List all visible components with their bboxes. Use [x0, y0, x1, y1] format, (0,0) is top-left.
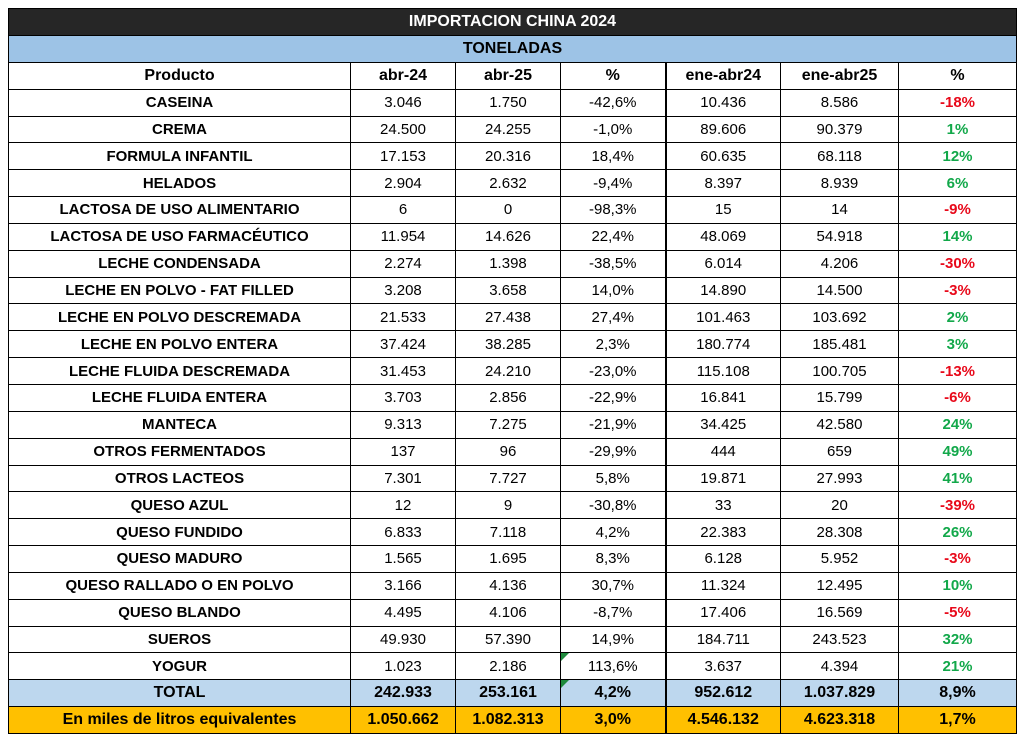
ene-abr24-cell: 184.711: [666, 626, 781, 653]
abr25-cell: 2.856: [456, 384, 561, 411]
abr25-cell: 7.275: [456, 411, 561, 438]
product-cell: QUESO FUNDIDO: [9, 519, 351, 546]
table-row: [9, 546, 1017, 573]
product-cell: OTROS LACTEOS: [9, 465, 351, 492]
table-row: [9, 223, 1017, 250]
product-cell: SUEROS: [9, 626, 351, 653]
product-cell: QUESO RALLADO O EN POLVO: [9, 572, 351, 599]
product-cell: HELADOS: [9, 170, 351, 197]
pct-cell: -22,9%: [561, 384, 666, 411]
pct2-cell: -30%: [899, 250, 1017, 277]
pct-cell: 8,3%: [561, 546, 666, 573]
product-cell: LACTOSA DE USO ALIMENTARIO: [9, 197, 351, 224]
table-row: [9, 277, 1017, 304]
abr24-cell: 1.565: [351, 546, 456, 573]
product-cell: LECHE EN POLVO DESCREMADA: [9, 304, 351, 331]
abr24-cell: 3.166: [351, 572, 456, 599]
pct2-cell: -5%: [899, 599, 1017, 626]
ene-abr24-cell: 19.871: [666, 465, 781, 492]
abr25-cell: 1.082.313: [456, 707, 561, 734]
ene-abr24-cell: 34.425: [666, 411, 781, 438]
pct-cell: 14,0%: [561, 277, 666, 304]
equiv-row: [9, 707, 1017, 734]
abr25-cell: 24.210: [456, 358, 561, 385]
ene-abr24-cell: 3.637: [666, 653, 781, 680]
header-row: [9, 62, 1017, 89]
title-row: [9, 9, 1017, 36]
header-abr25: abr-25: [456, 62, 561, 89]
table-row: [9, 519, 1017, 546]
table-row: [9, 358, 1017, 385]
pct2-cell: -3%: [899, 277, 1017, 304]
pct2-cell: 49%: [899, 438, 1017, 465]
abr24-cell: 4.495: [351, 599, 456, 626]
table-row: [9, 116, 1017, 143]
table-row: [9, 384, 1017, 411]
ene-abr24-cell: 10.436: [666, 89, 781, 116]
ene-abr25-cell: 4.394: [781, 653, 899, 680]
pct-cell: -9,4%: [561, 170, 666, 197]
abr24-cell: 9.313: [351, 411, 456, 438]
product-cell: LECHE EN POLVO - FAT FILLED: [9, 277, 351, 304]
abr24-cell: 2.904: [351, 170, 456, 197]
label-cell: TOTAL: [9, 680, 351, 707]
abr25-cell: 27.438: [456, 304, 561, 331]
ene-abr24-cell: 180.774: [666, 331, 781, 358]
product-cell: QUESO BLANDO: [9, 599, 351, 626]
pct2-cell: -18%: [899, 89, 1017, 116]
abr25-cell: 7.727: [456, 465, 561, 492]
import-table: [8, 8, 1017, 734]
abr24-cell: 3.046: [351, 89, 456, 116]
ene-abr24-cell: 6.014: [666, 250, 781, 277]
pct2-cell: -6%: [899, 384, 1017, 411]
ene-abr25-cell: 4.206: [781, 250, 899, 277]
pct2-cell: 32%: [899, 626, 1017, 653]
ene-abr24-cell: 22.383: [666, 519, 781, 546]
abr25-cell: 38.285: [456, 331, 561, 358]
ene-abr25-cell: 12.495: [781, 572, 899, 599]
ene-abr24-cell: 14.890: [666, 277, 781, 304]
header-abr24: abr-24: [351, 62, 456, 89]
ene-abr24-cell: 101.463: [666, 304, 781, 331]
ene-abr25-cell: 14.500: [781, 277, 899, 304]
abr24-cell: 6.833: [351, 519, 456, 546]
pct2-cell: -13%: [899, 358, 1017, 385]
pct2-cell: 41%: [899, 465, 1017, 492]
ene-abr24-cell: 6.128: [666, 546, 781, 573]
abr24-cell: 137: [351, 438, 456, 465]
pct2-cell: 21%: [899, 653, 1017, 680]
abr25-cell: 2.186: [456, 653, 561, 680]
abr25-cell: 1.750: [456, 89, 561, 116]
abr24-cell: 31.453: [351, 358, 456, 385]
abr24-cell: 49.930: [351, 626, 456, 653]
product-cell: MANTECA: [9, 411, 351, 438]
pct2-cell: 6%: [899, 170, 1017, 197]
pct-cell: 18,4%: [561, 143, 666, 170]
pct2-cell: -3%: [899, 546, 1017, 573]
ene-abr24-cell: 4.546.132: [666, 707, 781, 734]
ene-abr24-cell: 11.324: [666, 572, 781, 599]
pct2-cell: -9%: [899, 197, 1017, 224]
abr25-cell: 9: [456, 492, 561, 519]
ene-abr25-cell: 27.993: [781, 465, 899, 492]
ene-abr25-cell: 15.799: [781, 384, 899, 411]
ene-abr24-cell: 33: [666, 492, 781, 519]
pct2-cell: 12%: [899, 143, 1017, 170]
product-cell: CREMA: [9, 116, 351, 143]
table-row: [9, 170, 1017, 197]
ene-abr25-cell: 54.918: [781, 223, 899, 250]
product-cell: LECHE FLUIDA ENTERA: [9, 384, 351, 411]
ene-abr24-cell: 115.108: [666, 358, 781, 385]
ene-abr24-cell: 8.397: [666, 170, 781, 197]
product-cell: YOGUR: [9, 653, 351, 680]
ene-abr25-cell: 185.481: [781, 331, 899, 358]
abr25-cell: 1.695: [456, 546, 561, 573]
ene-abr25-cell: 14: [781, 197, 899, 224]
table-row: [9, 331, 1017, 358]
ene-abr25-cell: 20: [781, 492, 899, 519]
abr24-cell: 37.424: [351, 331, 456, 358]
pct-cell: 5,8%: [561, 465, 666, 492]
ene-abr24-cell: 17.406: [666, 599, 781, 626]
pct-cell: -38,5%: [561, 250, 666, 277]
ene-abr25-cell: 28.308: [781, 519, 899, 546]
abr24-cell: 11.954: [351, 223, 456, 250]
pct-cell: 30,7%: [561, 572, 666, 599]
abr25-cell: 20.316: [456, 143, 561, 170]
abr24-cell: 242.933: [351, 680, 456, 707]
product-cell: QUESO AZUL: [9, 492, 351, 519]
ene-abr25-cell: 8.586: [781, 89, 899, 116]
ene-abr24-cell: 444: [666, 438, 781, 465]
product-cell: LECHE CONDENSADA: [9, 250, 351, 277]
header-pct: %: [561, 62, 666, 89]
pct-cell: -23,0%: [561, 358, 666, 385]
ene-abr25-cell: 100.705: [781, 358, 899, 385]
abr24-cell: 17.153: [351, 143, 456, 170]
abr25-cell: 0: [456, 197, 561, 224]
product-cell: OTROS FERMENTADOS: [9, 438, 351, 465]
table-row: [9, 465, 1017, 492]
pct-cell: 2,3%: [561, 331, 666, 358]
ene-abr25-cell: 68.118: [781, 143, 899, 170]
header-pct2: %: [899, 62, 1017, 89]
header-ene-abr24: ene-abr24: [666, 62, 781, 89]
ene-abr25-cell: 103.692: [781, 304, 899, 331]
pct2-cell: 10%: [899, 572, 1017, 599]
ene-abr24-cell: 48.069: [666, 223, 781, 250]
pct-cell: 4,2%: [561, 519, 666, 546]
table-row: [9, 304, 1017, 331]
product-cell: CASEINA: [9, 89, 351, 116]
table-row: [9, 411, 1017, 438]
abr24-cell: 21.533: [351, 304, 456, 331]
table-row: [9, 250, 1017, 277]
abr24-cell: 6: [351, 197, 456, 224]
header-producto: Producto: [9, 62, 351, 89]
ene-abr24-cell: 89.606: [666, 116, 781, 143]
ene-abr25-cell: 16.569: [781, 599, 899, 626]
abr24-cell: 12: [351, 492, 456, 519]
pct-cell: 3,0%: [561, 707, 666, 734]
unit-label: TONELADAS: [9, 35, 1017, 62]
unit-row: [9, 35, 1017, 62]
total-row: [9, 680, 1017, 707]
abr25-cell: 3.658: [456, 277, 561, 304]
pct2-cell: 3%: [899, 331, 1017, 358]
abr24-cell: 1.050.662: [351, 707, 456, 734]
table-title: IMPORTACION CHINA 2024: [9, 9, 1017, 36]
table-row: [9, 599, 1017, 626]
table-row: [9, 653, 1017, 680]
abr25-cell: 253.161: [456, 680, 561, 707]
ene-abr24-cell: 952.612: [666, 680, 781, 707]
ene-abr25-cell: 90.379: [781, 116, 899, 143]
pct-cell: -21,9%: [561, 411, 666, 438]
product-cell: LACTOSA DE USO FARMACÉUTICO: [9, 223, 351, 250]
abr24-cell: 2.274: [351, 250, 456, 277]
pct-cell: -42,6%: [561, 89, 666, 116]
ene-abr24-cell: 15: [666, 197, 781, 224]
pct-cell: -29,9%: [561, 438, 666, 465]
pct-cell: 4,2%: [561, 680, 666, 707]
pct-cell: -30,8%: [561, 492, 666, 519]
ene-abr25-cell: 5.952: [781, 546, 899, 573]
pct2-cell: -39%: [899, 492, 1017, 519]
pct-cell: 27,4%: [561, 304, 666, 331]
ene-abr25-cell: 4.623.318: [781, 707, 899, 734]
abr24-cell: 24.500: [351, 116, 456, 143]
import-table-container: [8, 8, 1016, 734]
abr24-cell: 1.023: [351, 653, 456, 680]
pct-cell: 113,6%: [561, 653, 666, 680]
label-cell: En miles de litros equivalentes: [9, 707, 351, 734]
product-cell: FORMULA INFANTIL: [9, 143, 351, 170]
abr24-cell: 7.301: [351, 465, 456, 492]
ene-abr25-cell: 1.037.829: [781, 680, 899, 707]
ene-abr25-cell: 659: [781, 438, 899, 465]
ene-abr24-cell: 16.841: [666, 384, 781, 411]
pct2-cell: 24%: [899, 411, 1017, 438]
pct2-cell: 2%: [899, 304, 1017, 331]
pct2-cell: 14%: [899, 223, 1017, 250]
table-row: [9, 89, 1017, 116]
table-row: [9, 143, 1017, 170]
product-cell: LECHE EN POLVO ENTERA: [9, 331, 351, 358]
abr25-cell: 14.626: [456, 223, 561, 250]
ene-abr25-cell: 42.580: [781, 411, 899, 438]
pct-cell: 14,9%: [561, 626, 666, 653]
ene-abr24-cell: 60.635: [666, 143, 781, 170]
abr25-cell: 4.136: [456, 572, 561, 599]
abr25-cell: 7.118: [456, 519, 561, 546]
pct2-cell: 1%: [899, 116, 1017, 143]
abr25-cell: 2.632: [456, 170, 561, 197]
pct-cell: 22,4%: [561, 223, 666, 250]
product-cell: QUESO MADURO: [9, 546, 351, 573]
abr25-cell: 4.106: [456, 599, 561, 626]
table-row: [9, 572, 1017, 599]
abr25-cell: 24.255: [456, 116, 561, 143]
table-row: [9, 626, 1017, 653]
pct-cell: -8,7%: [561, 599, 666, 626]
pct2-cell: 8,9%: [899, 680, 1017, 707]
pct-cell: -1,0%: [561, 116, 666, 143]
pct-cell: -98,3%: [561, 197, 666, 224]
ene-abr25-cell: 243.523: [781, 626, 899, 653]
abr25-cell: 57.390: [456, 626, 561, 653]
product-cell: LECHE FLUIDA DESCREMADA: [9, 358, 351, 385]
abr24-cell: 3.208: [351, 277, 456, 304]
abr25-cell: 1.398: [456, 250, 561, 277]
ene-abr25-cell: 8.939: [781, 170, 899, 197]
table-row: [9, 492, 1017, 519]
pct2-cell: 26%: [899, 519, 1017, 546]
table-row: [9, 438, 1017, 465]
abr25-cell: 96: [456, 438, 561, 465]
pct2-cell: 1,7%: [899, 707, 1017, 734]
header-ene-abr25: ene-abr25: [781, 62, 899, 89]
table-row: [9, 197, 1017, 224]
abr24-cell: 3.703: [351, 384, 456, 411]
